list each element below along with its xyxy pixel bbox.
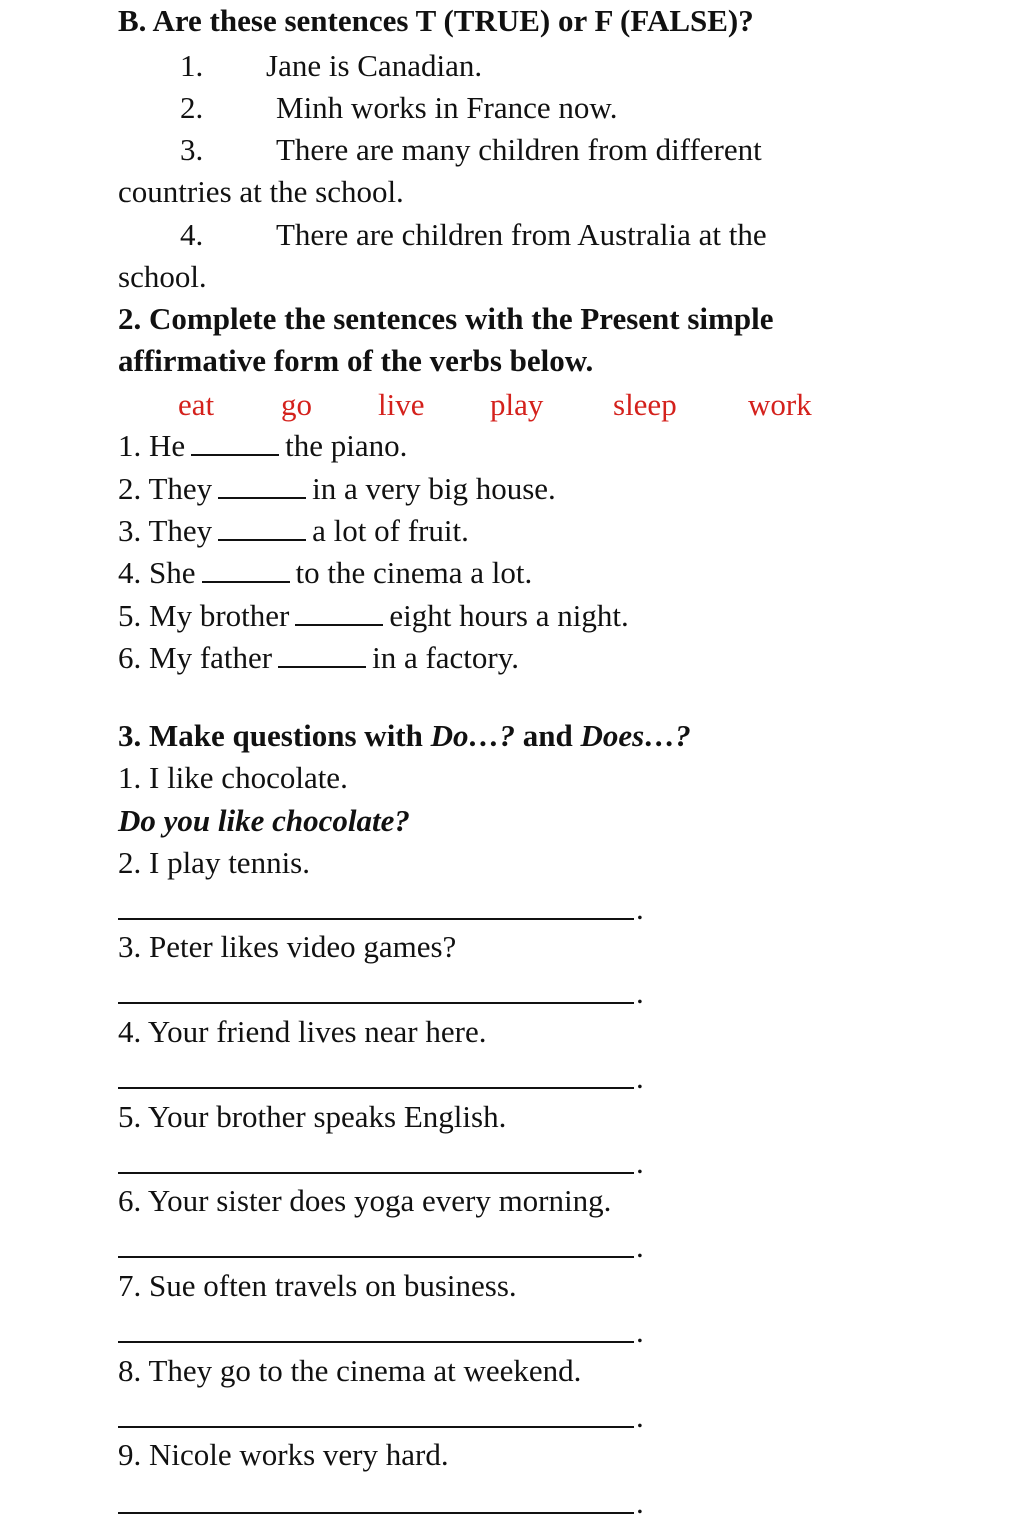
fill-item-start: 3. They <box>118 513 213 548</box>
section-3-heading-do: Do…? <box>430 718 516 753</box>
fill-item-1 <box>118 430 407 461</box>
example-answer: Do you like chocolate? <box>118 803 410 838</box>
tf-item-text: There are many children from different <box>276 132 762 167</box>
verb-sleep: sleep <box>613 387 677 422</box>
answer-line-3[interactable] <box>118 1002 634 1004</box>
tf-item-4 <box>180 219 767 250</box>
answer-end-mark: . <box>636 1145 644 1180</box>
answer-blank[interactable] <box>218 473 306 499</box>
answer-line-5[interactable] <box>118 1172 634 1174</box>
section-3-heading-prefix: 3. Make questions with <box>118 718 431 753</box>
answer-end-mark: . <box>636 1485 644 1520</box>
fill-item-end: a lot of fruit. <box>312 513 469 548</box>
tf-item-3 <box>180 134 762 165</box>
answer-end-mark: . <box>636 1060 644 1095</box>
fill-item-start: 1. He <box>118 428 186 463</box>
verb-play: play <box>490 387 544 422</box>
question-prompt-9: 9. Nicole works very hard. <box>118 1437 449 1472</box>
section-b-heading: B. Are these sentences T (TRUE) or F (FALSE)? <box>118 3 754 38</box>
tf-item-number: 1. <box>180 48 204 83</box>
verb-work: work <box>748 387 812 422</box>
answer-end-mark: . <box>636 891 644 926</box>
fill-item-start: 2. They <box>118 471 213 506</box>
tf-item-text: Minh works in France now. <box>276 90 618 125</box>
tf-item-1 <box>180 50 482 81</box>
section-2-heading-line-2: affirmative form of the verbs below. <box>118 343 594 378</box>
question-prompt-7: 7. Sue often travels on business. <box>118 1268 517 1303</box>
example-prompt: 1. I like chocolate. <box>118 760 348 795</box>
answer-line-9[interactable] <box>118 1512 634 1514</box>
question-prompt-2: 2. I play tennis. <box>118 845 310 880</box>
fill-item-3 <box>118 515 469 546</box>
verb-live: live <box>378 387 425 422</box>
answer-blank[interactable] <box>202 557 290 583</box>
fill-item-start: 5. My brother <box>118 598 290 633</box>
fill-item-5 <box>118 600 629 631</box>
fill-item-start: 6. My father <box>118 640 273 675</box>
verb-eat: eat <box>178 387 215 422</box>
tf-item-text: Jane is Canadian. <box>266 48 483 83</box>
answer-line-6[interactable] <box>118 1256 634 1258</box>
verb-go: go <box>281 387 312 422</box>
question-prompt-6: 6. Your sister does yoga every morning. <box>118 1183 612 1218</box>
question-prompt-8: 8. They go to the cinema at weekend. <box>118 1353 582 1388</box>
question-prompt-4: 4. Your friend lives near here. <box>118 1014 487 1049</box>
answer-end-mark: . <box>636 1314 644 1349</box>
fill-item-end: the piano. <box>285 428 408 463</box>
tf-item-2 <box>180 92 618 123</box>
fill-item-4 <box>118 557 532 588</box>
tf-item-4-continuation: school. <box>118 259 207 294</box>
fill-item-end: in a very big house. <box>312 471 556 506</box>
section-3-heading-does: Does…? <box>580 718 691 753</box>
answer-line-8[interactable] <box>118 1426 634 1428</box>
tf-item-text: There are children from Australia at the <box>276 217 767 252</box>
tf-item-number: 2. <box>180 90 204 125</box>
answer-blank[interactable] <box>191 430 279 456</box>
answer-blank[interactable] <box>295 600 383 626</box>
question-prompt-5: 5. Your brother speaks English. <box>118 1099 507 1134</box>
tf-item-number: 3. <box>180 132 204 167</box>
answer-end-mark: . <box>636 975 644 1010</box>
tf-item-number: 4. <box>180 217 204 252</box>
fill-item-start: 4. She <box>118 555 196 590</box>
fill-item-end: eight hours a night. <box>389 598 629 633</box>
answer-blank[interactable] <box>218 515 306 541</box>
answer-end-mark: . <box>636 1399 644 1434</box>
fill-item-end: to the cinema a lot. <box>295 555 533 590</box>
answer-end-mark: . <box>636 1229 644 1264</box>
answer-line-7[interactable] <box>118 1341 634 1343</box>
tf-item-3-continuation: countries at the school. <box>118 174 404 209</box>
fill-item-end: in a factory. <box>372 640 519 675</box>
section-2-heading-line-1: 2. Complete the sentences with the Present simple <box>118 301 774 336</box>
section-3-heading <box>118 720 691 751</box>
question-prompt-3: 3. Peter likes video games? <box>118 929 457 964</box>
answer-line-4[interactable] <box>118 1087 634 1089</box>
section-3-heading-and: and <box>515 718 581 753</box>
answer-blank[interactable] <box>278 642 366 668</box>
answer-line-2[interactable] <box>118 918 634 920</box>
fill-item-2 <box>118 473 556 504</box>
fill-item-6 <box>118 642 519 673</box>
